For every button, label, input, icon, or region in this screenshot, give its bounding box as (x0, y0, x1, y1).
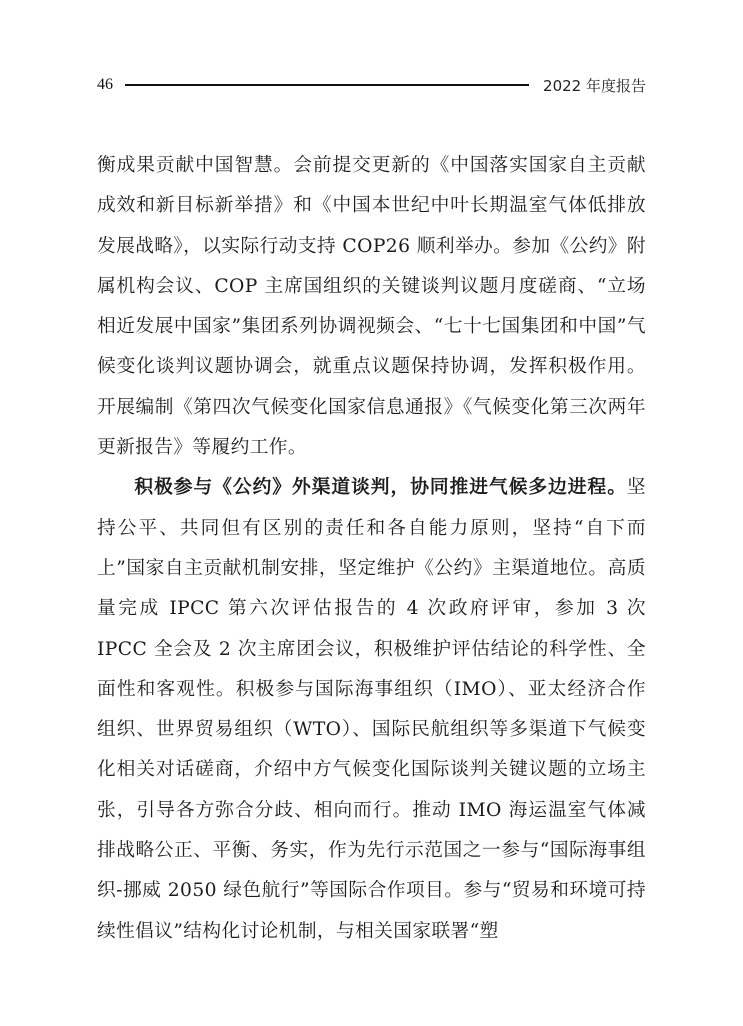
page-number: 46 (97, 76, 113, 93)
page-header (97, 72, 646, 98)
paragraph-lead-heading: 积极参与《公约》外渠道谈判，协同推进气候多边进程。 (134, 477, 627, 499)
paragraph-text: 坚持公平、共同但有区别的责任和各自能力原则，坚持“自下而上”国家自主贡献机制安排，坚定维护《公约》主渠道地位。高质量完成 IPCC 第六次评估报告的 4 次政府评审，参加 3 次 IPCC 全会及 2 次主席团会议，积极维护评估结论的科学性、全面性和客观性。积极参与国际海事组织（IMO）、亚太经济合作组织、世界贸易组织（WTO）、国际民航组织等多渠道下气候变化相关对话磋商，介绍中方气候变化国际谈判关键议题的立场主张，引导各方弥合分歧、相向而行。推动 IMO 海运温室气体减排战略公正、平衡、务实，作为先行示范国之一参与“国际海事组织-挪威 2050 绿色航行”等国际合作项目。参与“贸易和环境可持续性倡议”结构化讨论机制，与相关国家联署“塑 (97, 477, 646, 942)
paragraph-continued: 衡成果贡献中国智慧。会前提交更新的《中国落实国家自主贡献成效和新目标新举措》和《中国本世纪中叶长期温室气体低排放发展战略》，以实际行动支持 COP26 顺利举办。参加《公约》附属机构会议、COP 主席国组织的关键谈判议题月度磋商、“立场相近发展中国家”集团系列协调视频会、“七十七国集团和中国”气候变化谈判议题协调会，就重点议题保持协调，发挥积极作用。开展编制《第四次气候变化国家信息通报》《气候变化第三次两年更新报告》等履约工作。 (97, 155, 646, 459)
paragraph (97, 468, 646, 952)
body-text (97, 146, 646, 952)
header-rule (125, 84, 529, 86)
header-title: 2022 年度报告 (543, 76, 646, 95)
